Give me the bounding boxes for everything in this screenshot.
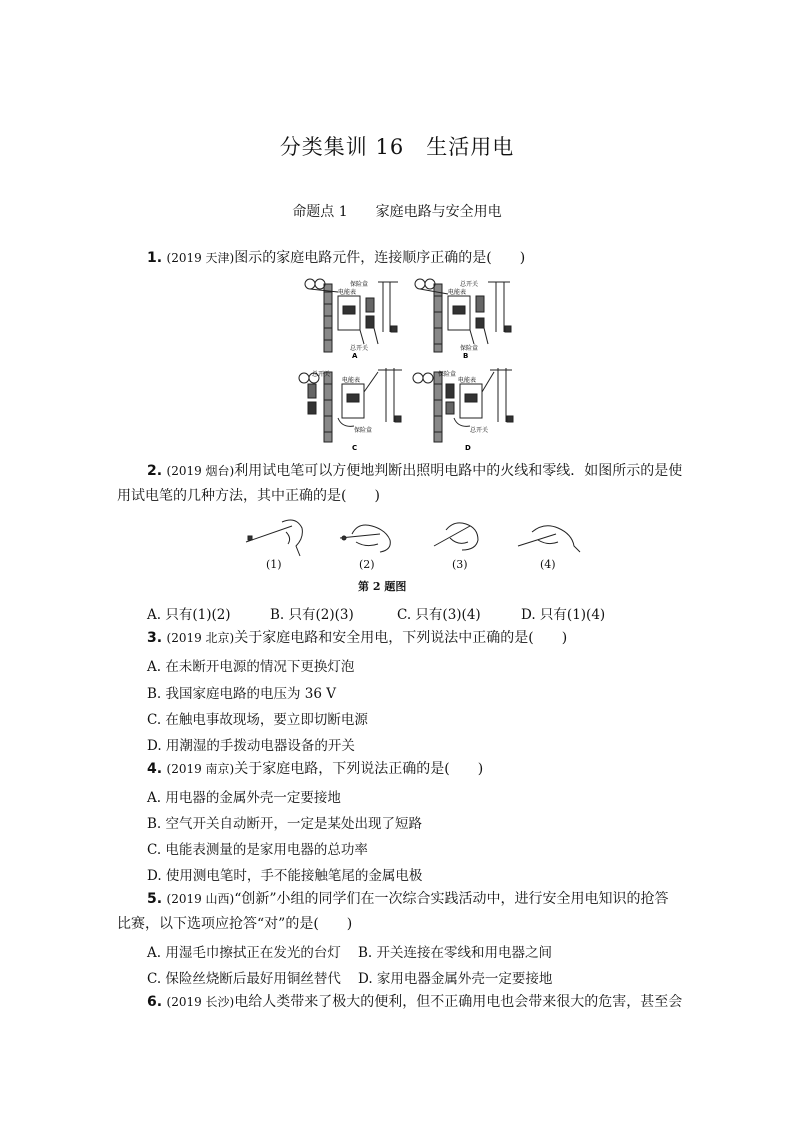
figure-caption: 第 2 题图 [358, 580, 407, 593]
pen-method-2 [340, 525, 390, 552]
option-b: B. 我国家庭电路的电压为 36 V [147, 686, 337, 702]
figure-label-1: (1) [266, 558, 282, 571]
question-source: (2019 北京) [166, 631, 235, 645]
question-number: 1. [147, 250, 163, 266]
label-d-meter: 电能表 [458, 377, 477, 384]
question-text-line1: 利用试电笔可以方便地判断出照明电路中的火线和零线．如图所示的是使 [234, 463, 683, 479]
tester-pen-figure [240, 516, 590, 561]
question-source: (2019 长沙) [166, 995, 235, 1009]
label-c-top: 总开关 [312, 371, 331, 378]
question-source: (2019 天津) [166, 251, 235, 265]
question-source: (2019 烟台) [166, 464, 235, 478]
option-b: B. 开关连接在零线和用电器之间 [358, 945, 553, 961]
question-2-line2: 用试电笔的几种方法，其中正确的是( ) [117, 488, 380, 504]
option-a: A. 只有(1)(2) [147, 607, 231, 623]
question-text: 关于家庭电路和安全用电，下列说法中正确的是( ) [234, 630, 568, 646]
label-c-bottom: 保险盒 [354, 427, 373, 434]
question-1 [147, 248, 525, 268]
pen-method-1 [246, 520, 302, 556]
question-6 [147, 992, 682, 1012]
label-d-letter: D [465, 444, 471, 452]
figure-label-3: (3) [452, 558, 468, 571]
option-d: D. 只有(1)(4) [521, 607, 606, 623]
question-5 [147, 889, 669, 909]
label-b-bottom: 保险盒 [460, 345, 479, 352]
question-text-line1: “创新”小组的同学们在一次综合实践活动中，进行安全用电知识的抢答 [234, 891, 669, 907]
question-3 [147, 628, 567, 648]
question-text: 电给人类带来了极大的便利，但不正确用电也会带来很大的危害，甚至会 [234, 994, 683, 1010]
question-text: 关于家庭电路，下列说法正确的是( ) [234, 761, 484, 777]
question-number: 4. [147, 761, 163, 777]
section-heading: 命题点 1 家庭电路与安全用电 [292, 204, 502, 220]
question-2 [147, 461, 682, 481]
pen-method-4 [518, 526, 580, 552]
label-b-top: 总开关 [460, 281, 479, 288]
circuit-diagram-figure [298, 272, 528, 452]
question-number: 2. [147, 463, 163, 479]
question-source: (2019 山西) [166, 892, 235, 906]
label-d-top: 保险盒 [438, 371, 457, 378]
question-number: 6. [147, 994, 163, 1010]
label-a-letter: A [352, 352, 358, 360]
option-d: D. 使用测电笔时，手不能接触笔尾的金属电极 [147, 868, 423, 884]
label-a-top: 保险盒 [350, 281, 369, 288]
question-source: (2019 南京) [166, 762, 235, 776]
figure-label-2: (2) [359, 558, 375, 571]
question-number: 3. [147, 630, 163, 646]
question-4 [147, 759, 483, 779]
label-a-meter: 电能表 [338, 289, 357, 296]
option-d: D. 用潮湿的手拨动电器设备的开关 [147, 738, 355, 754]
option-a: A. 用湿毛巾擦拭正在发光的台灯 [147, 945, 341, 961]
label-a-bottom: 总开关 [350, 345, 369, 352]
label-b-meter: 电能表 [448, 289, 467, 296]
option-b: B. 只有(2)(3) [270, 607, 354, 623]
option-c: C. 只有(3)(4) [397, 607, 481, 623]
option-c: C. 电能表测量的是家用电器的总功率 [147, 842, 368, 858]
question-number: 5. [147, 891, 163, 907]
figure-label-4: (4) [540, 558, 556, 571]
label-c-meter: 电能表 [342, 377, 361, 384]
pen-method-3 [434, 523, 478, 550]
label-d-bottom: 总开关 [470, 427, 489, 434]
option-b: B. 空气开关自动断开，一定是某处出现了短路 [147, 816, 423, 832]
option-a: A. 在未断开电源的情况下更换灯泡 [147, 659, 355, 675]
question-text: 图示的家庭电路元件，连接顺序正确的是( ) [234, 250, 526, 266]
option-a: A. 用电器的金属外壳一定要接地 [147, 790, 341, 806]
page-title: 分类集训 16 生活用电 [279, 135, 515, 159]
question-5-line2: 比赛，以下选项应抢答“对”的是( ) [117, 916, 353, 932]
option-c: C. 保险丝烧断后最好用铜丝替代 [147, 971, 341, 987]
option-d: D. 家用电器金属外壳一定要接地 [358, 971, 553, 987]
label-b-letter: B [463, 352, 469, 360]
option-c: C. 在触电事故现场，要立即切断电源 [147, 712, 368, 728]
label-c-letter: C [352, 444, 358, 452]
